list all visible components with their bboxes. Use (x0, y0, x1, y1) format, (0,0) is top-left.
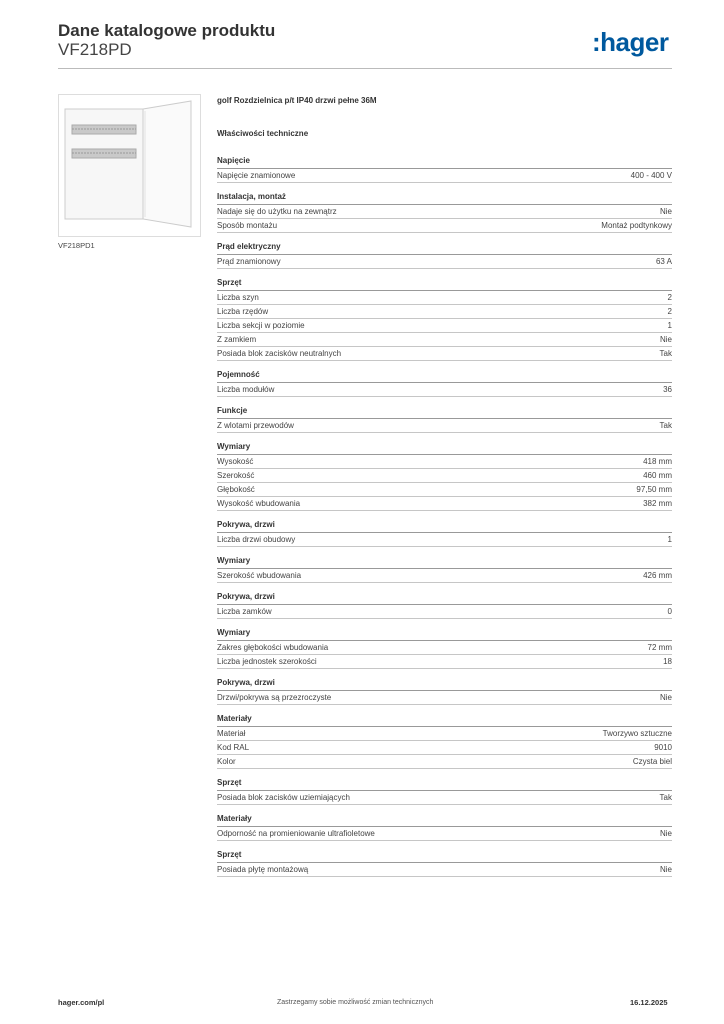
spec-label: Nadaje się do użytku na zewnątrz (217, 207, 337, 216)
spec-label: Kolor (217, 757, 236, 766)
spec-label: Liczba jednostek szerokości (217, 657, 317, 666)
spec-group-title: Pokrywa, drzwi (217, 678, 672, 691)
spec-value: 18 (663, 657, 672, 666)
spec-row (217, 863, 672, 877)
spec-group (217, 520, 672, 547)
spec-label: Wysokość wbudowania (217, 499, 301, 508)
spec-row (217, 169, 672, 183)
spec-row (217, 319, 672, 333)
spec-value: 2 (667, 293, 672, 302)
spec-group (217, 850, 672, 877)
spec-value: 1 (667, 321, 672, 330)
spec-label: Liczba zamków (217, 607, 272, 616)
spec-value: 1 (667, 535, 672, 544)
spec-value: 0 (667, 607, 672, 616)
spec-row (217, 791, 672, 805)
spec-value: 36 (663, 385, 672, 394)
spec-row (217, 219, 672, 233)
spec-label: Posiada blok zacisków neutralnych (217, 349, 342, 358)
spec-label: Liczba drzwi obudowy (217, 535, 296, 544)
spec-row (217, 655, 672, 669)
spec-group-title: Materiały (217, 814, 672, 827)
spec-group (217, 628, 672, 669)
spec-row (217, 533, 672, 547)
spec-value: 418 mm (643, 457, 672, 466)
footer-date: 16.12.2025 (630, 998, 668, 1007)
spec-label: Drzwi/pokrywa są przezroczyste (217, 693, 332, 702)
spec-label: Szerokość (217, 471, 255, 480)
spec-row (217, 483, 672, 497)
spec-value: Tak (659, 349, 672, 358)
hager-logo: :hager (592, 27, 669, 57)
spec-value: 63 A (655, 257, 672, 266)
spec-value: Montaż podtynkowy (601, 221, 672, 230)
footer-website[interactable]: hager.com/pl (58, 998, 105, 1007)
spec-row (217, 469, 672, 483)
spec-label: Liczba sekcji w poziomie (217, 321, 305, 330)
page-title: Dane katalogowe produktu (58, 21, 276, 40)
spec-row (217, 741, 672, 755)
spec-value: Tworzywo sztuczne (602, 729, 672, 738)
spec-label: Napięcie znamionowe (217, 171, 296, 180)
spec-value: 400 - 400 V (630, 171, 672, 180)
spec-value: Nie (659, 829, 672, 838)
spec-group (217, 192, 672, 233)
spec-group-title: Sprzęt (217, 850, 672, 863)
spec-group-title: Pokrywa, drzwi (217, 592, 672, 605)
spec-row (217, 455, 672, 469)
spec-row (217, 383, 672, 397)
spec-group (217, 278, 672, 361)
spec-row (217, 605, 672, 619)
spec-group (217, 370, 672, 397)
spec-group (217, 814, 672, 841)
spec-label: Z wlotami przewodów (217, 421, 294, 430)
spec-value: Nie (659, 865, 672, 874)
spec-group (217, 778, 672, 805)
spec-row (217, 641, 672, 655)
spec-group-title: Sprzęt (217, 778, 672, 791)
spec-value: 97,50 mm (636, 485, 672, 494)
header-divider (58, 68, 672, 69)
spec-group-title: Funkcje (217, 406, 672, 419)
product-code: VF218PD (58, 40, 132, 59)
spec-label: Z zamkiem (217, 335, 257, 344)
spec-label: Materiał (217, 729, 246, 738)
spec-row (217, 347, 672, 361)
spec-group-title: Instalacja, montaż (217, 192, 672, 205)
spec-label: Posiada blok zacisków uziemiających (217, 793, 350, 802)
spec-label: Prąd znamionowy (217, 257, 281, 266)
spec-label: Sposób montażu (217, 221, 278, 230)
spec-value: 426 mm (643, 571, 672, 580)
spec-group-title: Wymiary (217, 442, 672, 455)
spec-label: Liczba modułów (217, 385, 275, 394)
spec-group (217, 592, 672, 619)
spec-row (217, 419, 672, 433)
spec-groups (217, 156, 672, 877)
spec-row (217, 497, 672, 511)
spec-row (217, 569, 672, 583)
tech-properties-heading: Właściwości techniczne (217, 129, 309, 138)
product-image (58, 94, 201, 237)
spec-group (217, 406, 672, 433)
spec-value: 382 mm (643, 499, 672, 508)
spec-group-title: Wymiary (217, 628, 672, 641)
spec-label: Posiada płytę montażową (217, 865, 309, 874)
spec-label: Liczba szyn (217, 293, 259, 302)
spec-group-title: Pokrywa, drzwi (217, 520, 672, 533)
spec-label: Kod RAL (217, 743, 250, 752)
spec-row (217, 727, 672, 741)
spec-group-title: Sprzęt (217, 278, 672, 291)
spec-label: Głębokość (217, 485, 255, 494)
spec-label: Liczba rzędów (217, 307, 269, 316)
spec-label: Odporność na promieniowanie ultrafioletowe (217, 829, 375, 838)
spec-group (217, 714, 672, 769)
spec-row (217, 291, 672, 305)
spec-group (217, 242, 672, 269)
spec-row (217, 305, 672, 319)
spec-label: Zakres głębokości wbudowania (217, 643, 329, 652)
spec-row (217, 205, 672, 219)
spec-row (217, 255, 672, 269)
spec-value: Nie (659, 335, 672, 344)
spec-row (217, 827, 672, 841)
spec-value: 72 mm (647, 643, 672, 652)
specification-sheet (217, 96, 672, 877)
spec-group-title: Prąd elektryczny (217, 242, 672, 255)
spec-row (217, 333, 672, 347)
distribution-board-illustration (59, 95, 200, 236)
spec-group-title: Pojemność (217, 370, 672, 383)
product-name: golf Rozdzielnica p/t IP40 drzwi pełne 36M (217, 96, 377, 105)
spec-group (217, 442, 672, 511)
spec-value: 460 mm (643, 471, 672, 480)
spec-label: Wysokość (217, 457, 254, 466)
footer-disclaimer: Zastrzegamy sobie możliwość zmian technicznych (277, 999, 434, 1006)
spec-group-title: Materiały (217, 714, 672, 727)
spec-value: Czysta biel (632, 757, 672, 766)
spec-row (217, 691, 672, 705)
spec-row (217, 755, 672, 769)
spec-value: Tak (659, 793, 672, 802)
spec-group-title: Wymiary (217, 556, 672, 569)
spec-value: Nie (659, 207, 672, 216)
spec-value: Tak (659, 421, 672, 430)
spec-value: Nie (659, 693, 672, 702)
spec-group (217, 678, 672, 705)
spec-group-title: Napięcie (217, 156, 672, 169)
spec-label: Szerokość wbudowania (217, 571, 302, 580)
spec-value: 9010 (654, 743, 672, 752)
spec-group (217, 556, 672, 583)
spec-group (217, 156, 672, 183)
spec-value: 2 (667, 307, 672, 316)
image-caption: VF218PD1 (58, 241, 95, 250)
